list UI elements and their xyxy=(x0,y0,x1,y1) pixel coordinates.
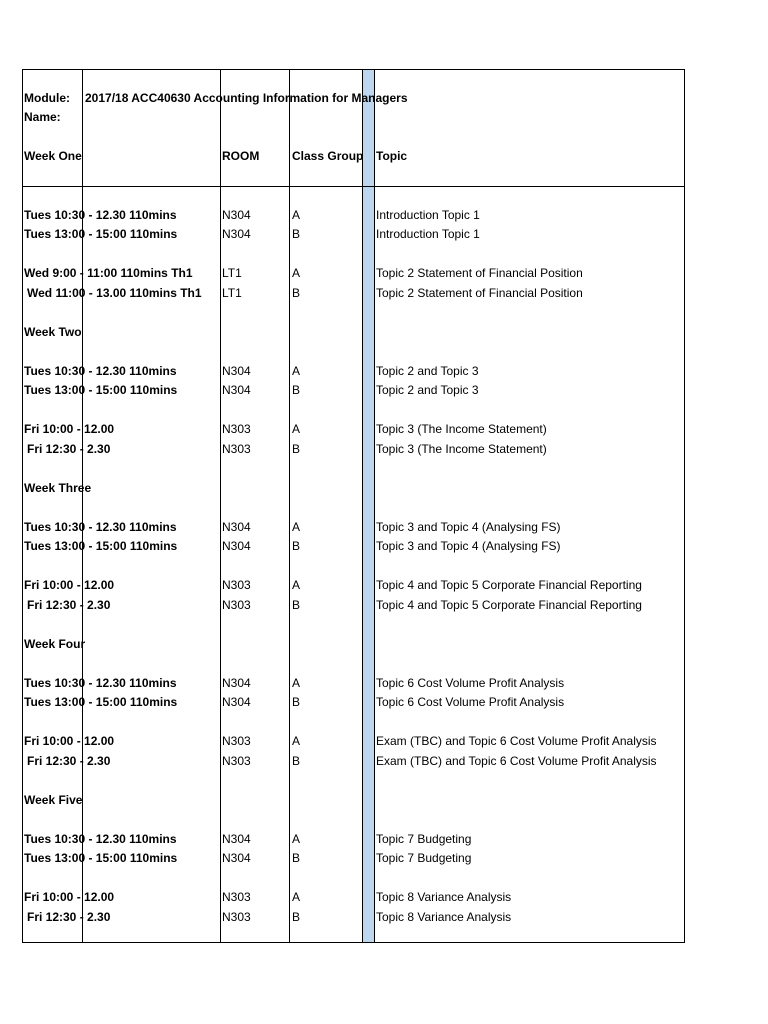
grid-line xyxy=(82,69,83,943)
session-room: N304 xyxy=(222,519,251,534)
session-class-group: B xyxy=(292,753,301,768)
session-class-group: B xyxy=(292,695,301,709)
session-row xyxy=(22,284,685,304)
blank-row xyxy=(22,303,685,323)
session-row xyxy=(22,440,685,460)
session-class-group: A xyxy=(292,266,301,280)
session-room: N304 xyxy=(222,539,251,553)
blank-row xyxy=(22,342,685,362)
session-time: Tues 13:00 - 15:00 110mins xyxy=(24,227,178,241)
session-topic: Topic 8 Variance Analysis xyxy=(376,909,512,924)
session-topic: Topic 8 Variance Analysis xyxy=(376,890,512,904)
session-class-group: A xyxy=(292,831,301,846)
session-time: Fri 12:30 - 2.30 xyxy=(27,909,111,924)
column-header-room: ROOM xyxy=(222,149,260,163)
blank-row xyxy=(22,713,685,733)
session-room: N304 xyxy=(222,227,251,241)
blank-row xyxy=(22,167,685,187)
session-time: Tues 13:00 - 15:00 110mins xyxy=(24,539,178,553)
blank-row xyxy=(22,869,685,889)
session-row xyxy=(22,908,685,928)
session-room: N304 xyxy=(222,383,251,397)
session-time: Fri 10:00 - 12.00 xyxy=(24,890,115,904)
session-row xyxy=(22,264,685,284)
session-row xyxy=(22,206,685,226)
session-class-group: A xyxy=(292,675,301,690)
session-topic: Topic 7 Budgeting xyxy=(376,851,472,865)
session-class-group: B xyxy=(292,383,301,397)
grid-line xyxy=(22,69,685,70)
week-heading: Week Three xyxy=(24,480,92,495)
session-time: Fri 10:00 - 12.00 xyxy=(24,422,115,436)
session-row xyxy=(22,674,685,694)
week-heading-row xyxy=(22,791,685,811)
session-time: Wed 9:00 - 11:00 110mins Th1 xyxy=(24,266,193,280)
module-label: Module: xyxy=(24,90,70,105)
session-room: N303 xyxy=(222,734,251,748)
blank-row xyxy=(22,128,685,148)
session-time: Tues 10:30 - 12.30 110mins xyxy=(24,207,177,222)
session-room: N303 xyxy=(222,422,251,436)
session-row xyxy=(22,420,685,440)
blank-row xyxy=(22,186,685,207)
blank-row xyxy=(22,245,685,265)
session-room: N303 xyxy=(222,597,251,612)
week-heading-row xyxy=(22,635,685,655)
session-class-group: B xyxy=(292,539,301,553)
session-topic: Topic 2 and Topic 3 xyxy=(376,363,479,378)
session-time: Tues 10:30 - 12.30 110mins xyxy=(24,675,177,690)
session-room: N304 xyxy=(222,695,251,709)
session-time: Wed 11:00 - 13.00 110mins Th1 xyxy=(27,285,202,300)
session-room: LT1 xyxy=(222,266,242,280)
column-header-class-group: Class Group xyxy=(292,149,364,163)
session-time: Fri 12:30 - 2.30 xyxy=(27,753,111,768)
grid-line xyxy=(22,942,685,943)
session-room: N304 xyxy=(222,363,251,378)
week-heading: Week Two xyxy=(24,324,82,339)
session-room: N303 xyxy=(222,909,251,924)
session-row xyxy=(22,362,685,382)
week-heading-row xyxy=(22,147,685,167)
session-topic: Topic 3 (The Income Statement) xyxy=(376,422,547,436)
session-room: N304 xyxy=(222,675,251,690)
grid-line xyxy=(22,69,23,943)
week-heading-row xyxy=(22,479,685,499)
session-time: Fri 12:30 - 2.30 xyxy=(27,441,111,456)
session-room: LT1 xyxy=(222,285,242,300)
name-label: Name: xyxy=(24,110,61,124)
session-row xyxy=(22,537,685,557)
column-header-topic: Topic xyxy=(376,149,408,163)
session-topic: Topic 3 (The Income Statement) xyxy=(376,441,547,456)
blank-row xyxy=(22,615,685,635)
session-topic: Topic 3 and Topic 4 (Analysing FS) xyxy=(376,539,561,553)
timetable-sheet xyxy=(22,69,685,943)
blank-row xyxy=(22,771,685,791)
session-topic: Topic 2 and Topic 3 xyxy=(376,383,479,397)
session-topic: Introduction Topic 1 xyxy=(376,207,480,222)
session-room: N303 xyxy=(222,890,251,904)
session-room: N303 xyxy=(222,578,251,592)
session-time: Tues 13:00 - 15:00 110mins xyxy=(24,851,178,865)
session-class-group: A xyxy=(292,519,301,534)
session-class-group: A xyxy=(292,578,301,592)
grid-line xyxy=(684,69,685,943)
blank-row xyxy=(22,69,685,89)
grid-line xyxy=(220,69,221,943)
grid-line xyxy=(374,69,375,943)
session-time: Fri 10:00 - 12.00 xyxy=(24,578,115,592)
week-heading: Week One xyxy=(24,149,82,163)
session-room: N304 xyxy=(222,207,251,222)
grid-line xyxy=(289,69,290,943)
session-class-group: A xyxy=(292,890,301,904)
session-topic: Topic 6 Cost Volume Profit Analysis xyxy=(376,675,565,690)
session-topic: Topic 7 Budgeting xyxy=(376,831,472,846)
session-class-group: B xyxy=(292,597,301,612)
blank-row xyxy=(22,810,685,830)
session-topic: Topic 3 and Topic 4 (Analysing FS) xyxy=(376,519,561,534)
session-topic: Topic 4 and Topic 5 Corporate Financial Reporting xyxy=(376,578,642,592)
week-heading: Week Four xyxy=(24,636,86,651)
session-room: N303 xyxy=(222,753,251,768)
blank-row xyxy=(22,498,685,518)
session-row xyxy=(22,849,685,869)
session-room: N304 xyxy=(222,831,251,846)
session-topic: Exam (TBC) and Topic 6 Cost Volume Profit Analysis xyxy=(376,753,657,768)
session-topic: Topic 6 Cost Volume Profit Analysis xyxy=(376,695,565,709)
week-heading-row xyxy=(22,323,685,343)
session-row xyxy=(22,752,685,772)
session-time: Fri 12:30 - 2.30 xyxy=(27,597,111,612)
session-class-group: A xyxy=(292,734,301,748)
session-class-group: B xyxy=(292,851,301,865)
grid-line xyxy=(362,69,363,943)
module-value: 2017/18 ACC40630 Accounting Information for Managers xyxy=(85,90,408,105)
session-time: Tues 13:00 - 15:00 110mins xyxy=(24,383,178,397)
session-row xyxy=(22,518,685,538)
blank-row xyxy=(22,401,685,421)
session-topic: Topic 2 Statement of Financial Position xyxy=(376,266,583,280)
session-class-group: A xyxy=(292,207,301,222)
session-class-group: A xyxy=(292,363,301,378)
session-row xyxy=(22,732,685,752)
session-time: Tues 10:30 - 12.30 110mins xyxy=(24,363,177,378)
session-row xyxy=(22,888,685,908)
session-class-group: A xyxy=(292,422,301,436)
session-topic: Topic 4 and Topic 5 Corporate Financial Reporting xyxy=(376,597,642,612)
session-class-group: B xyxy=(292,441,301,456)
name-row xyxy=(22,108,685,128)
blank-row xyxy=(22,927,685,947)
session-time: Fri 10:00 - 12.00 xyxy=(24,734,115,748)
session-row xyxy=(22,693,685,713)
session-time: Tues 13:00 - 15:00 110mins xyxy=(24,695,178,709)
blank-row xyxy=(22,459,685,479)
session-topic: Topic 2 Statement of Financial Position xyxy=(376,285,583,300)
session-class-group: B xyxy=(292,285,301,300)
session-room: N303 xyxy=(222,441,251,456)
session-time: Tues 10:30 - 12.30 110mins xyxy=(24,831,177,846)
session-class-group: B xyxy=(292,227,301,241)
session-topic: Exam (TBC) and Topic 6 Cost Volume Profit Analysis xyxy=(376,734,657,748)
session-class-group: B xyxy=(292,909,301,924)
blank-row xyxy=(22,557,685,577)
week-heading: Week Five xyxy=(24,792,83,807)
session-row xyxy=(22,596,685,616)
session-row xyxy=(22,576,685,596)
session-room: N304 xyxy=(222,851,251,865)
session-time: Tues 10:30 - 12.30 110mins xyxy=(24,519,177,534)
session-topic: Introduction Topic 1 xyxy=(376,227,480,241)
session-row xyxy=(22,830,685,850)
session-row xyxy=(22,225,685,245)
session-row xyxy=(22,381,685,401)
module-row xyxy=(22,89,685,109)
blank-row xyxy=(22,654,685,674)
